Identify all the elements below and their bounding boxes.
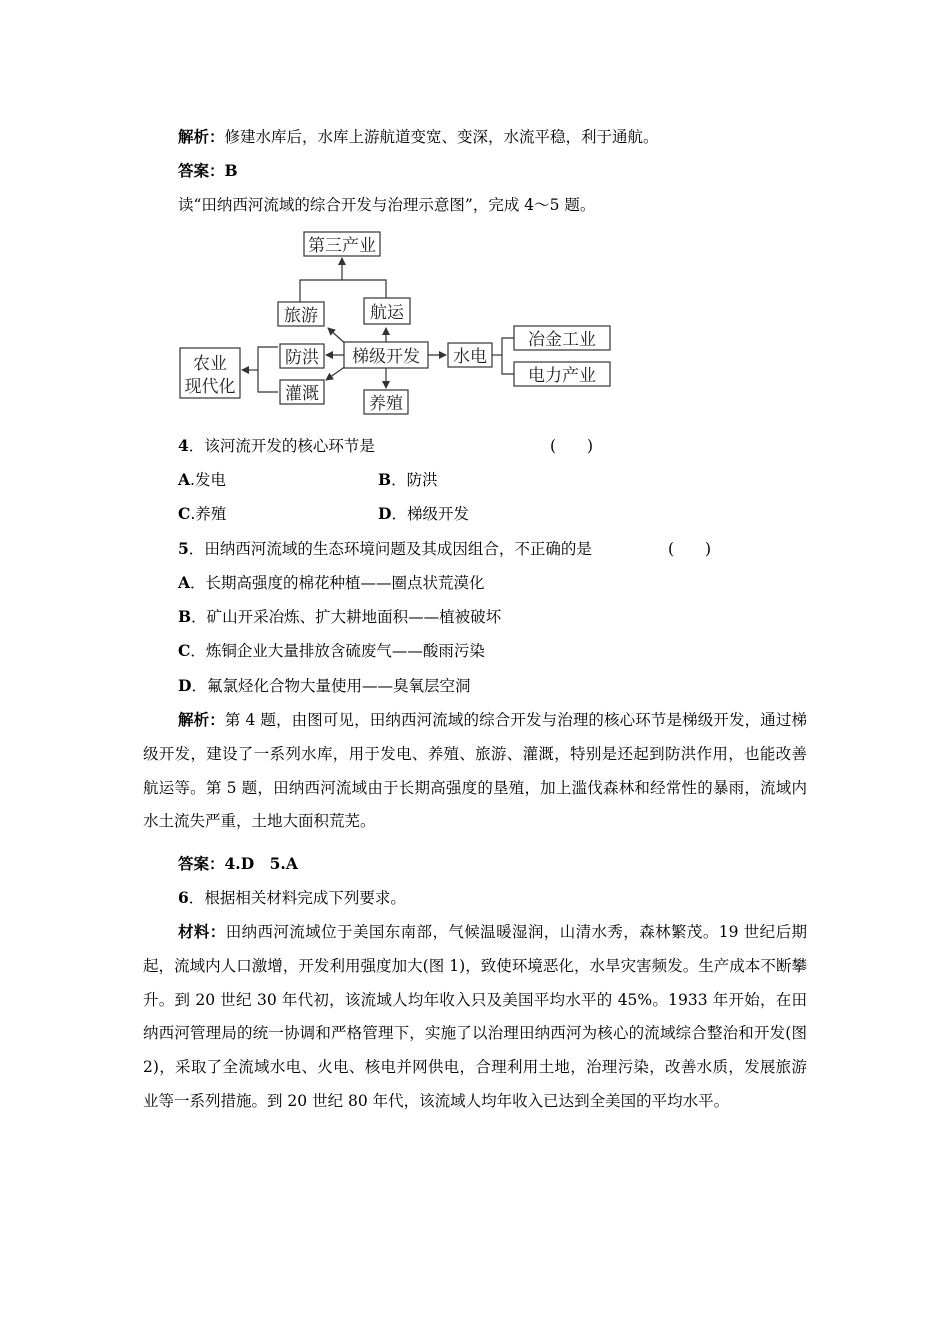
answer-text: B	[224, 161, 238, 180]
box-shipping	[364, 298, 410, 324]
analysis-label: 解析：	[178, 127, 225, 146]
intro-text: 读“田纳西河流域的综合开发与治理示意图”，完成 4～5 题。	[178, 196, 596, 214]
box-flood	[280, 344, 324, 368]
option-text: 防洪	[406, 471, 438, 489]
box-aquaculture-label: 养殖	[369, 394, 403, 414]
question-number: 4	[178, 436, 189, 455]
box-agriculture-line1: 农业	[193, 354, 227, 374]
answer-label: 答案：	[178, 854, 225, 873]
answer-q3	[178, 161, 238, 181]
answer-label: 答案：	[178, 161, 225, 180]
question-number: 5	[178, 539, 189, 558]
option-text: 炼铜企业大量排放含硫废气——酸雨污染	[205, 642, 485, 660]
option-text: 发电	[194, 471, 226, 489]
box-tertiary-label: 第三产业	[308, 236, 376, 256]
option-label: A	[178, 573, 191, 592]
option-text: 梯级开发	[406, 505, 469, 523]
option-5d: D．氟氯烃化合物大量使用——臭氧层空洞	[178, 676, 471, 695]
box-metallurgy	[514, 326, 610, 350]
option-4a: A.发电	[178, 470, 226, 489]
answer-q45	[178, 854, 298, 874]
box-agriculture-line2: 现代化	[184, 377, 236, 397]
option-label: A	[178, 470, 191, 489]
box-hydro	[448, 343, 492, 367]
box-aquaculture	[364, 390, 408, 414]
box-tourism	[278, 302, 324, 326]
option-text: 长期高强度的棉花种植——圈点状荒漠化	[205, 574, 485, 592]
option-label: B	[378, 470, 392, 489]
option-text: 氟氯烃化合物大量使用——臭氧层空洞	[206, 677, 471, 695]
option-label: B	[178, 607, 192, 626]
question-5: 5．田纳西河流域的生态环境问题及其成因组合，不正确的是	[178, 539, 592, 558]
question-text: 根据相关材料完成下列要求。	[204, 889, 406, 907]
option-label: D	[378, 504, 392, 523]
option-4d: D．梯级开发	[378, 504, 469, 523]
option-5a: A．长期高强度的棉花种植——圈点状荒漠化	[178, 573, 485, 592]
question-text: 田纳西河流域的生态环境问题及其成因组合，不正确的是	[204, 540, 592, 558]
answer-paren: ( )	[668, 540, 712, 558]
box-metallurgy-label: 冶金工业	[528, 330, 596, 350]
option-text: 矿山开采冶炼、扩大耕地面积——植被破坏	[206, 608, 502, 626]
answer-paren: ( )	[550, 437, 594, 455]
box-flood-label: 防洪	[285, 348, 319, 368]
question-6: 6．根据相关材料完成下列要求。	[178, 888, 406, 907]
box-tourism-label: 旅游	[284, 306, 318, 326]
option-label: D	[178, 676, 192, 695]
option-5c: C．炼铜企业大量排放含硫废气——酸雨污染	[178, 641, 485, 660]
option-text: 养殖	[195, 505, 227, 523]
box-power-label: 电力产业	[528, 366, 596, 386]
box-power	[514, 362, 610, 386]
material-text: 田纳西河流域位于美国东南部，气候温暖湿润，山清水秀，森林繁茂。19 世纪后期起，流域内人口激增，开发利用强度加大(图 1)，致使环境恶化，水旱灾害频发。生产成本不断攀升。到 20 世纪 30 年代初，该流域人均年收入只及美国平均水平的 45%。1933 年开始，在田纳西河管理局的统一协调和严格管理下，实施了以治理田纳西河为核心的流域综合整治和开发(图 2)，采取了全流域水电、火电、核电并网供电，合理利用土地，治理污染，改善水质，发展旅游业等一系列措施。到 20 世纪 80 年代，该流域人均年收入已达到全美国的平均水平。	[143, 923, 807, 1110]
option-label: C	[178, 504, 191, 523]
question-text: 该河流开发的核心环节是	[204, 437, 375, 455]
material-label: 材料：	[178, 922, 226, 941]
box-shipping-label: 航运	[370, 303, 404, 323]
box-cascade	[344, 342, 428, 368]
question-number: 6	[178, 888, 189, 907]
option-4c: C.养殖	[178, 504, 227, 523]
box-irrigation-label: 灌溉	[285, 384, 319, 404]
development-diagram	[160, 222, 620, 422]
box-tertiary	[304, 232, 380, 256]
analysis-label: 解析：	[178, 710, 225, 729]
analysis-q3	[178, 127, 659, 147]
analysis-q45	[143, 703, 807, 839]
option-5b: B．矿山开采冶炼、扩大耕地面积——植被破坏	[178, 607, 502, 626]
analysis-text: 修建水库后，水库上游航道变宽、变深，水流平稳，利于通航。	[224, 128, 659, 146]
question-4: 4．该河流开发的核心环节是	[178, 436, 375, 455]
box-irrigation	[280, 380, 324, 404]
box-cascade-label: 梯级开发	[352, 347, 420, 367]
option-label: C	[178, 641, 191, 660]
answer-text: 4.D 5.A	[224, 854, 298, 873]
analysis-text: 第 4 题，由图可见，田纳西河流域的综合开发与治理的核心环节是梯级开发，通过梯级开发，建设了一系列水库，用于发电、养殖、旅游、灌溉，特别是还起到防洪作用，也能改善航运等。第 5 题，田纳西河流域由于长期高强度的垦殖，加上滥伐森林和经常性的暴雨，流域内水土流失严重，土地大面积荒芜。	[143, 711, 807, 831]
box-agriculture	[180, 348, 240, 398]
material-paragraph	[143, 915, 807, 1119]
box-hydro-label: 水电	[453, 347, 487, 367]
option-4b: B．防洪	[378, 470, 438, 489]
